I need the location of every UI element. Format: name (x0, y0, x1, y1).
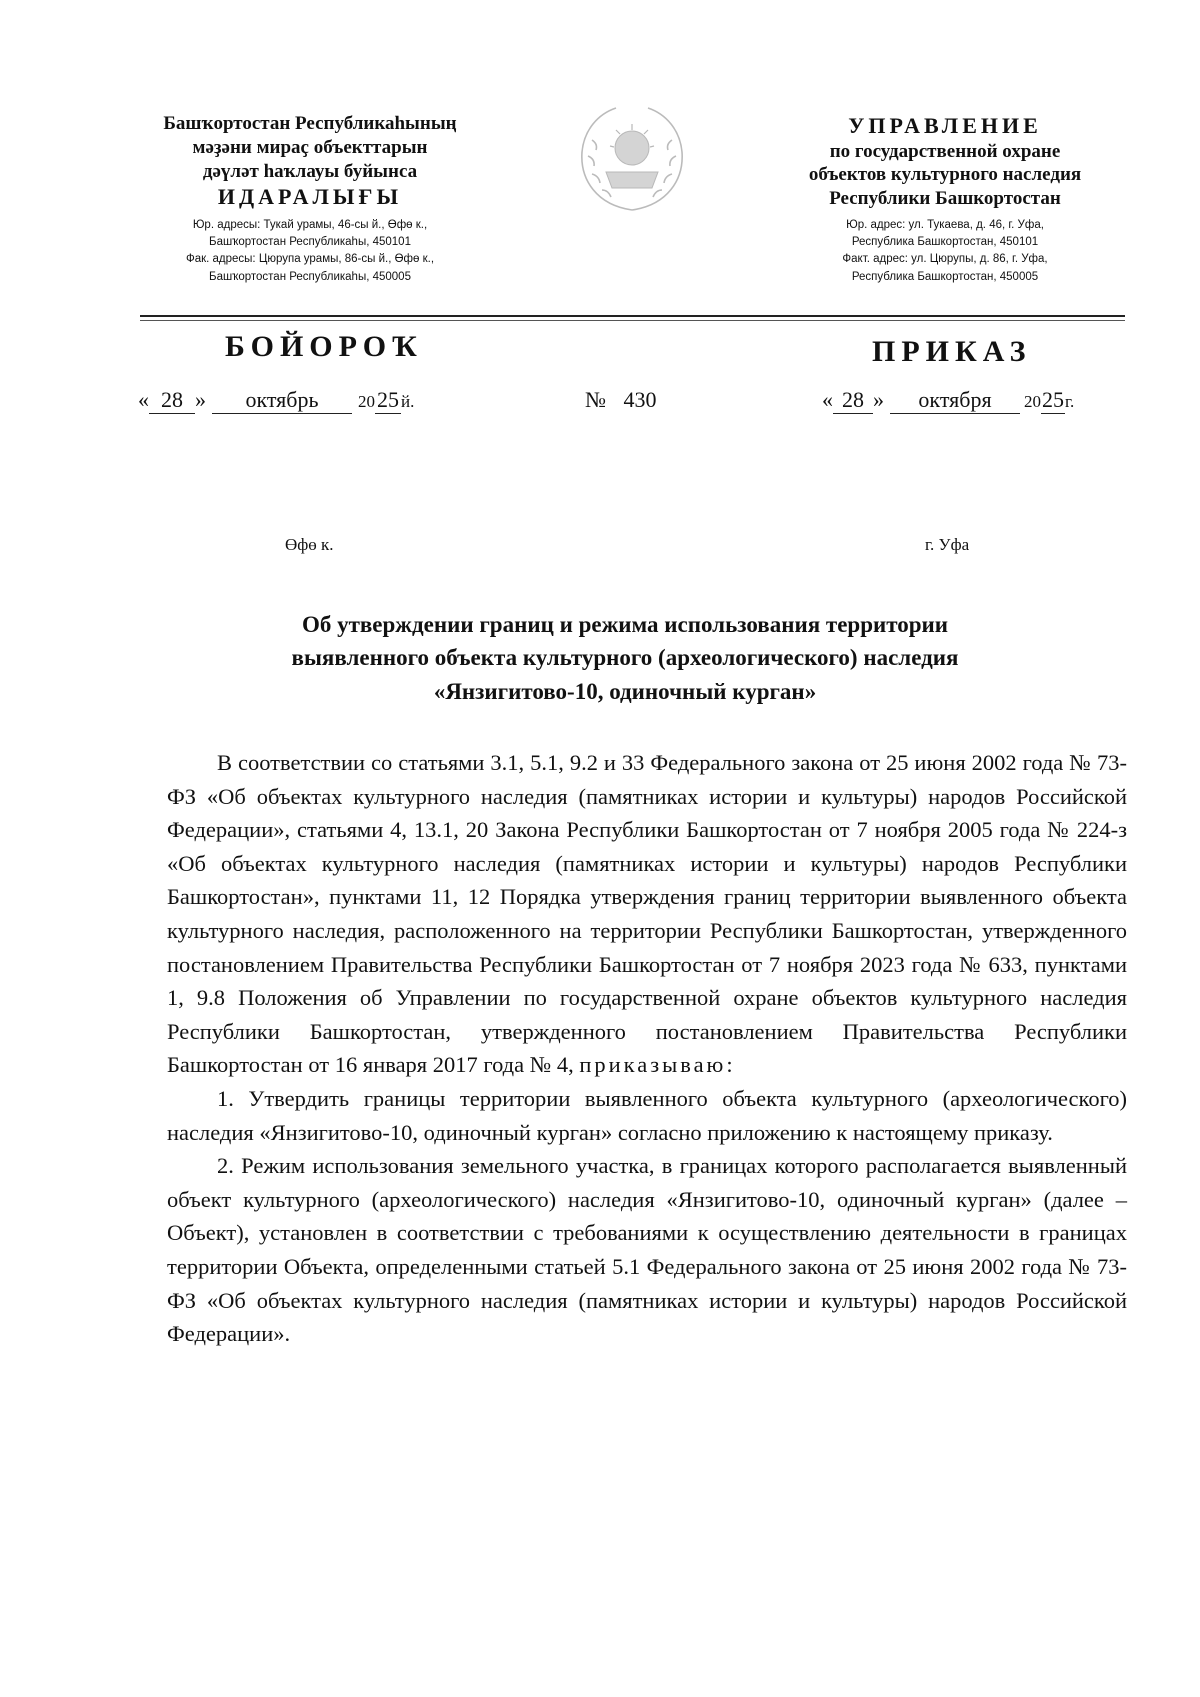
document-title-line2: выявленного объекта культурного (археологического) наследия (291, 645, 959, 671)
order-title-right: ПРИКАЗ (872, 335, 1032, 368)
order-title-left: БОЙОРОҠ (225, 330, 423, 363)
date-left-century: 20 (358, 392, 375, 411)
header-right-addr3: Факт. адрес: ул. Цюрупы, д. 86, г. Уфа, (842, 253, 1048, 266)
header-left-addr2: Башҡортостан Республикаһы, 450101 (209, 236, 411, 248)
date-right-year: 25 (1042, 387, 1064, 412)
header-right-line2: объектов культурного наследия (808, 164, 1082, 186)
header-right-addr4: Республика Башкортостан, 450005 (851, 270, 1039, 283)
header-right-title: УПРАВЛЕНИЕ (848, 113, 1042, 138)
header-divider-thin (140, 320, 1125, 321)
date-left-year: 25 (377, 387, 399, 412)
header-right-line3: Республики Башкортостан (829, 188, 1061, 209)
order-number-value: 430 (623, 387, 657, 412)
emblem-icon (572, 100, 692, 220)
city-left: Өфө к. (285, 535, 334, 554)
header-right-addr2: Республика Башкортостан, 450101 (851, 236, 1039, 248)
header-right (780, 112, 1110, 286)
header-right-line1: по государственной охране (829, 140, 1061, 162)
date-right-century: 20 (1024, 392, 1041, 411)
date-left-open-quote: « (138, 387, 149, 412)
date-left-close-quote: » (195, 387, 206, 412)
date-right-suffix: г. (1065, 392, 1075, 411)
document-body (167, 746, 1127, 1351)
date-left (138, 387, 414, 414)
header-left-line2: мәҙәни мираҫ объекттарын (192, 136, 428, 158)
order-number (585, 387, 657, 413)
body-preamble-text: В соответствии со статьями 3.1, 5.1, 9.2 и 33 Федерального закона от 25 июня 2002 года № 73-ФЗ «Об объектах культурного наследия (памятниках истории и культуры) народов Российской Федерации», статьями 4, 13.1, 20 Закона Республики Башкортостан от 7 ноября 2005 года № 224-з «Об объектах культурного наследия (памятниках истории и культуры) народов Республики Башкортостан», пунктами 11, 12 Порядка утверждения границ территории выявленного объекта культурного наследия, расположенного на территории Республики Башкортостан, утвержденного постановлением Правительства Республики Башкортостан от 7 ноября 2023 года № 633, пунктами 1, 9.8 Положения об Управлении по государственной охране объектов культурного наследия Республики Башкортостан, утвержденного постановлением Правительства Республики Башкортостан от 16 января 2017 года № 4, (167, 750, 1127, 1078)
date-right-month: октября (890, 387, 1020, 414)
date-left-month: октябрь (212, 387, 352, 414)
header-left-address (120, 217, 500, 286)
header-left-addr1: Юр. адресы: Тукай урамы, 46-сы й., Өфө к., (192, 218, 428, 231)
header-right-address (780, 217, 1110, 286)
date-right-close-quote: » (873, 387, 884, 412)
header-left-line1: Башҡортостан Республикаһының (163, 113, 457, 134)
body-paragraph-preamble (167, 746, 1127, 1082)
date-left-suffix: й. (401, 392, 415, 411)
header-left-title: ИДАРАЛЫҒЫ (217, 184, 403, 210)
header-left (120, 112, 500, 286)
document-title (190, 608, 1060, 708)
date-left-day: 28 (149, 387, 195, 414)
header-left-line3: дәүләт һаҡлауы буйынса (202, 160, 418, 182)
body-paragraph-2: 2. Режим использования земельного участка, в границах которого располагается выявленный объект культурного (археологического) наследия «Янзигитово-10, одиночный курган» (далее – Объект), установлен в соответствии с требованиями к осуществлению деятельности в границах территории Объекта, определенными статьей 5.1 Федерального закона от 25 июня 2002 года № 73-ФЗ «Об объектах культурного наследия (памятниках истории и культуры) народов Российской Федерации». (167, 1153, 1127, 1347)
body-order-word: приказываю: (579, 1052, 736, 1078)
header-divider (140, 315, 1125, 317)
date-right-day: 28 (833, 387, 873, 414)
city-right: г. Уфа (925, 535, 970, 554)
date-right-open-quote: « (822, 387, 833, 412)
date-right (822, 387, 1074, 414)
header-right-addr1: Юр. адрес: ул. Тукаева, д. 46, г. Уфа, (846, 218, 1044, 231)
document-title-line1: Об утверждении границ и режима использования территории (301, 612, 949, 637)
document-title-line3: «Янзигитово-10, одиночный курган» (433, 678, 817, 704)
header-left-addr3: Фак. адресы: Цюрупа урамы, 86-сы й., Өфө к., (185, 253, 435, 266)
order-number-label: № (585, 387, 606, 412)
header-left-addr4: Башҡортостан Республикаһы, 450005 (209, 270, 411, 283)
body-paragraph-1: 1. Утвердить границы территории выявленного объекта культурного (археологического) наследия «Янзигитово-10, одиночный курган» согласно приложению к настоящему приказу. (167, 1085, 1127, 1145)
